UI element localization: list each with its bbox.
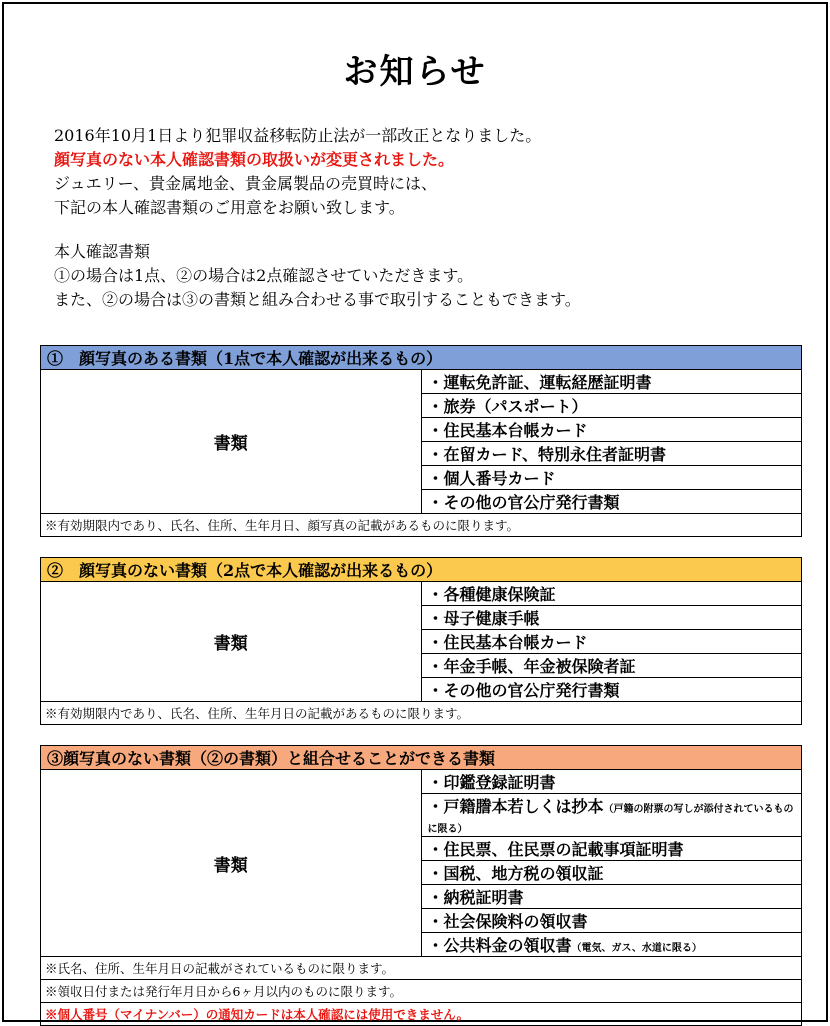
section-1-table (40, 345, 802, 537)
section-2-table (40, 557, 802, 725)
document-item-qualifier: （電気、ガス、水道に限る） (571, 943, 702, 954)
document-item (421, 837, 802, 861)
document-item-text: ・社会保険料の領収書 (427, 912, 588, 931)
section-3-label: 書類 (41, 770, 422, 957)
document-item (421, 885, 802, 909)
document-item: ・住民基本台帳カード (421, 630, 802, 654)
intro-warning-line: 顔写真のない本人確認書類の取扱いが変更されました。 (54, 150, 455, 169)
section-1-label: 書類 (41, 370, 422, 514)
intro-line: 2016年10月1日より犯罪収益移転防止法が一部改正となりました。 (54, 126, 542, 145)
section-2-note: ※有効期限内であり、氏名、住所、生年月日の記載があるものに限ります。 (41, 702, 802, 725)
document-item-text: ・住民票、住民票の記載事項証明書 (427, 840, 684, 859)
requirements-line: ①の場合は1点、②の場合は2点確認させていただきます。 (54, 266, 474, 285)
document-item (421, 770, 802, 794)
section-2-header: ② 顔写真のない書類（2点で本人確認が出来るもの） (41, 558, 802, 582)
document-item (421, 861, 802, 885)
intro-text (54, 124, 541, 220)
document-item: ・在留カード、特別永住者証明書 (421, 442, 802, 466)
requirements-text (54, 240, 581, 312)
document-item-text: ・公共料金の領収書 (427, 936, 572, 955)
document-item: ・各種健康保険証 (421, 582, 802, 606)
document-item: ・母子健康手帳 (421, 606, 802, 630)
document-item: ・運転免許証、運転経歴証明書 (421, 370, 802, 394)
document-item-text: ・印鑑登録証明書 (427, 773, 556, 792)
intro-line: ジュエリー、貴金属地金、貴金属製品の売買時には、 (54, 174, 438, 193)
document-item: ・住民基本台帳カード (421, 418, 802, 442)
section-3-table (40, 745, 802, 1026)
document-item (421, 794, 802, 837)
document-item: ・その他の官公庁発行書類 (421, 678, 802, 702)
section-1-header: ① 顔写真のある書類（1点で本人確認が出来るもの） (41, 346, 802, 370)
page-title: お知らせ (343, 52, 487, 92)
section-3-note: ※氏名、住所、生年月日の記載がされているものに限ります。 (41, 957, 802, 980)
document-item: ・個人番号カード (421, 466, 802, 490)
document-item: ・年金手帳、年金被保険者証 (421, 654, 802, 678)
section-3-header: ③顔写真のない書類（②の書類）と組合せることができる書類 (41, 746, 802, 770)
document-item (421, 933, 802, 957)
document-item-text: ・国税、地方税の領収証 (427, 864, 604, 883)
document-item (421, 909, 802, 933)
document-item: ・その他の官公庁発行書類 (421, 490, 802, 514)
document-item: ・旅券（パスポート） (421, 394, 802, 418)
requirements-heading: 本人確認書類 (54, 242, 151, 261)
document-item-qualifier: （戸籍の附票の写しが添付されているものに限る） (427, 804, 794, 835)
section-3-warning-note: ※個人番号（マイナンバー）の通知カードは本人確認には使用できません。 (41, 1003, 802, 1026)
document-item-text: ・納税証明書 (427, 888, 524, 907)
requirements-line: また、②の場合は③の書類と組み合わせる事で取引することもできます。 (54, 290, 581, 309)
document-item-text: ・戸籍謄本若しくは抄本 (427, 797, 604, 816)
section-1-note: ※有効期限内であり、氏名、住所、生年月日、顔写真の記載があるものに限ります。 (41, 514, 802, 537)
section-2-label: 書類 (41, 582, 422, 702)
intro-line: 下記の本人確認書類のご用意をお願い致します。 (54, 198, 405, 217)
notice-page (2, 2, 828, 1022)
section-3-note: ※領収日付または発行年月日から6ヶ月以内のものに限ります。 (41, 980, 802, 1003)
